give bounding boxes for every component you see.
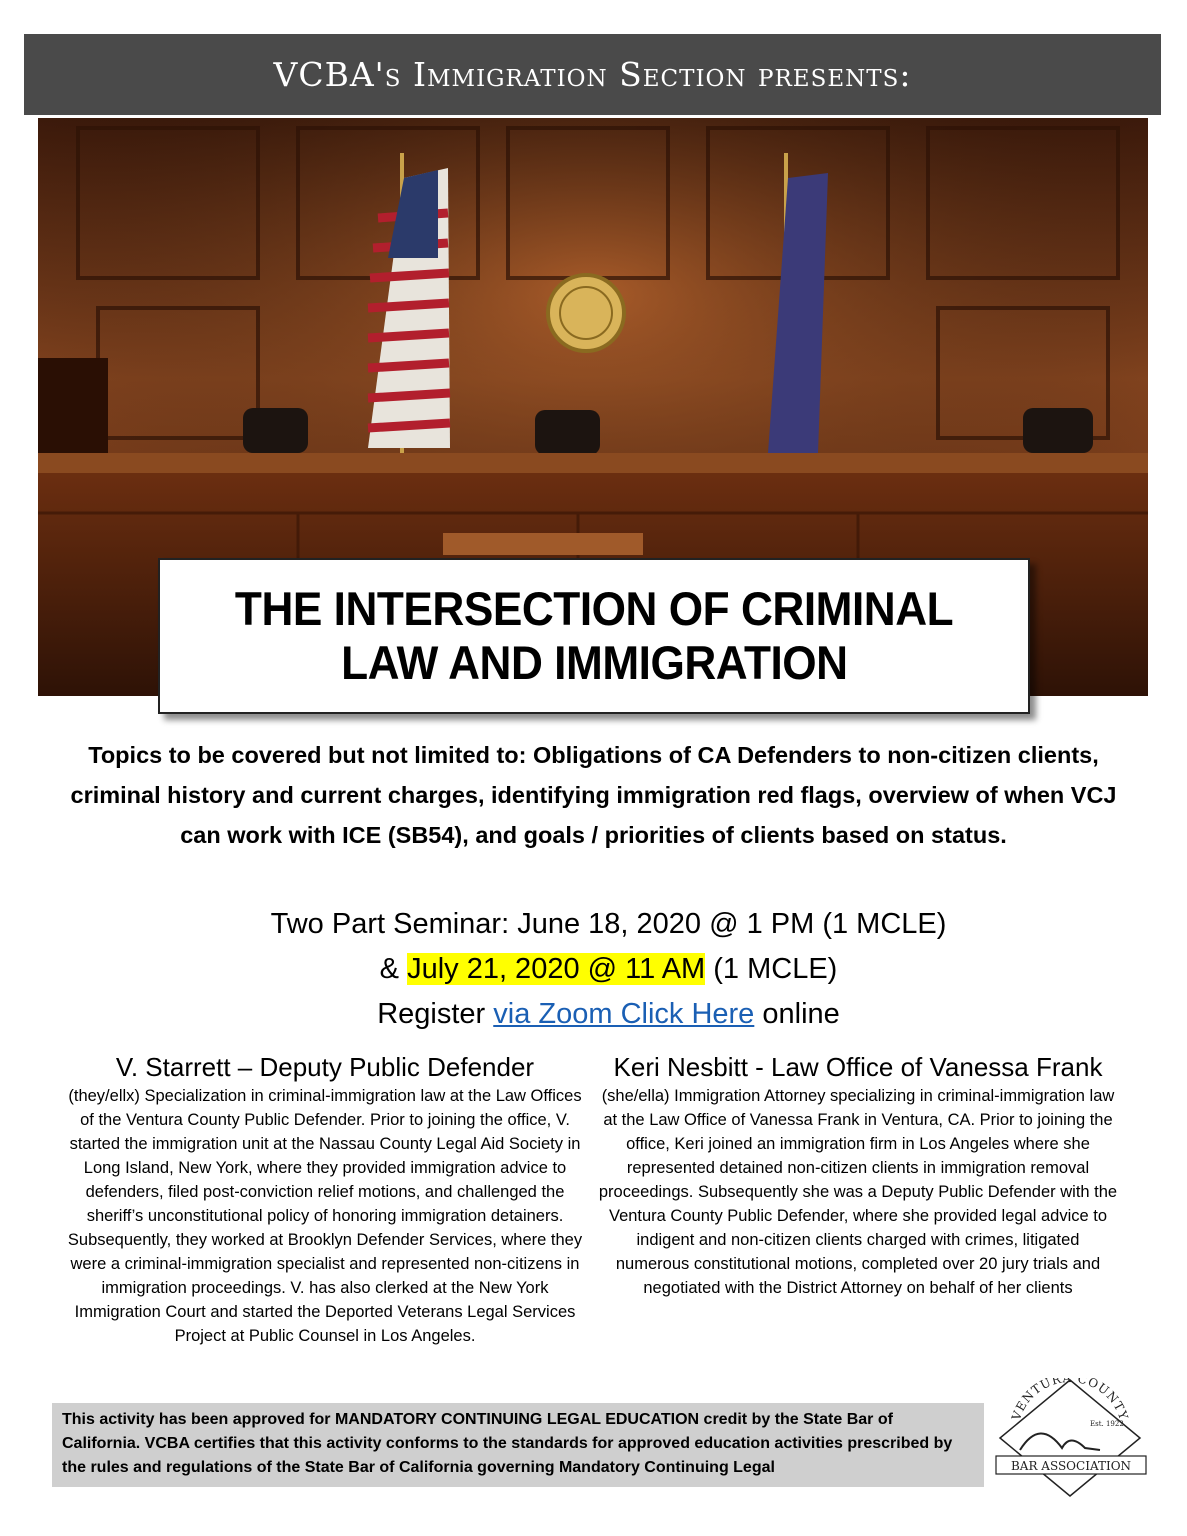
vcba-logo — [990, 1378, 1150, 1498]
seminar-details — [60, 902, 1157, 1037]
event-title-box — [158, 558, 1030, 714]
event-title-line2: LAW AND IMMIGRATION — [340, 636, 848, 689]
speaker-nesbitt — [598, 1052, 1118, 1300]
register-suffix: online — [754, 998, 840, 1030]
speaker-starrett — [66, 1052, 584, 1348]
register-line — [60, 992, 1157, 1037]
header-title: VCBA's Immigration Section presents: — [273, 55, 912, 94]
logo-top-text: VENTURA COUNTY — [1009, 1378, 1131, 1423]
speaker-name: Keri Nesbitt - Law Office of Vanessa Frank — [613, 1052, 1103, 1082]
zoom-register-link[interactable]: via Zoom Click Here — [493, 998, 755, 1030]
seminar-amp: & — [379, 953, 408, 985]
seminar-date-line2 — [60, 947, 1157, 992]
speaker-bio: (she/ella) Immigration Attorney specializing in criminal-immigration law at the Law Office of Vanessa Frank in Ventura, CA. Prior to joining the office, Keri joined an immigration firm in Los Angeles where she represented detained non-citizen clients in immigration removal proceedings. Subsequently she was a Deputy Public Defender with the Ventura County Public Defender, where she provided legal advice to indigent and non-citizen clients charged with crimes, litigated numerous constitutional motions, completed over 20 jury trials and negotiated with the District Attorney on behalf of her clients — [598, 1087, 1118, 1297]
highlighted-date: July 21, 2020 @ 11 AM — [407, 953, 706, 985]
mcle-disclaimer: This activity has been approved for MANDATORY CONTINUING LEGAL EDUCATION credit by the State Bar of California. VCBA certifies that this activity conforms to the standards for approved education activities prescribed by the rules and regulations of the State Bar of California governing Mandatory Continuing Legal — [52, 1403, 984, 1487]
topics-paragraph: Topics to be covered but not limited to: Obligations of CA Defenders to non-citizen clients, criminal history and current charges, identifying immigration red flags, overview of when VCJ can work with ICE (SB54), and goals / priorities of clients based on status. — [70, 742, 1117, 848]
speaker-bio: (they/ellx) Specialization in criminal-immigration law at the Law Offices of the Ventura County Public Defender. Prior to joining the office, V. started the immigration unit at the Nassau County Legal Aid Society in Long Island, New York, where they provided immigration advice to defenders, filed post-conviction relief motions, and challenged the sheriff’s unconstitutional policy of honoring immigration detainers. Subsequently, they worked at Brooklyn Defender Services, where they were a criminal-immigration specialist and represented non-citizens in immigration proceedings. V. has also clerked at the New York Immigration Court and started the Deported Veterans Legal Services Project at Public Counsel in Los Angeles. — [67, 1087, 583, 1345]
speaker-name: V. Starrett – Deputy Public Defender — [115, 1052, 535, 1082]
header-banner — [24, 34, 1161, 115]
seminar-date-line1: Two Part Seminar: June 18, 2020 @ 1 PM (1 MCLE) — [270, 908, 947, 940]
register-prefix: Register — [377, 998, 494, 1030]
event-title-line1: THE INTERSECTION OF CRIMINAL — [234, 582, 954, 635]
seminar-mcle: (1 MCLE) — [705, 953, 838, 985]
logo-est: Est. 1922 — [1090, 1420, 1124, 1428]
logo-bottom-text: BAR ASSOCIATION — [1010, 1459, 1132, 1473]
